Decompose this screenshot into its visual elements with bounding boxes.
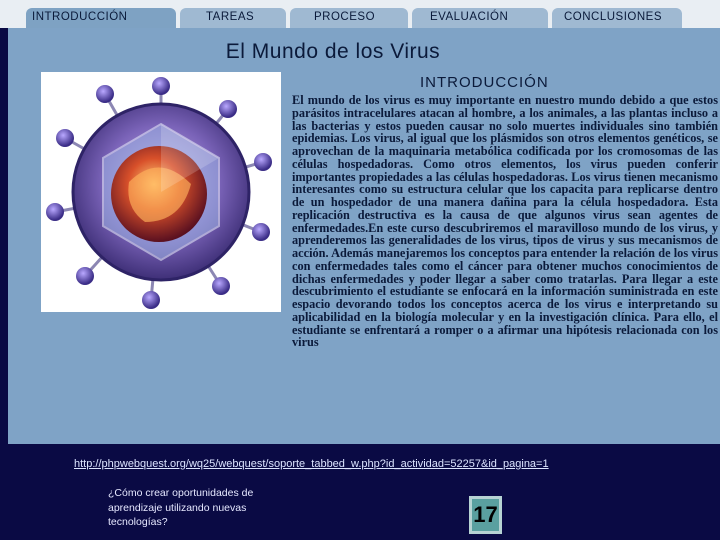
tab-bar <box>0 0 720 28</box>
virus-image <box>41 72 281 312</box>
footer-question: ¿Cómo crear oportunidades de aprendizaje utilizando nuevas tecnologías? <box>108 487 254 528</box>
body-text: El mundo de los virus es muy importante en nuestro mundo debido a que estos parásitos intracelulares atacan al hombre, a los animales, a las plantas incluso a las bacterias y estos pueden causar no solo muertes individuales sino también epidemias. Los virus, al igual que los plásmidos son otros elementos genéticos, se aprovechan de la maquinaria metabólica codificada por los cromosomas de las células hospedadoras. Como otros elementos, los virus pueden conferir importantes propiedades a las células hospedadoras. Los virus tienen mecanismo interesantes como su estructura celular que los capacita para replicarse dentro de un hospedador de una manera dañina para la célula hospedadora. Esta replicación destructiva es la causa de que algunos virus sean agentes de enfermedades.En este curso descubriremos el maravilloso mundo de los virus, y aprenderemos las generalidades de los virus, tipos de virus y sus mecanismos de acción. Además manejaremos los conceptos para entender la relación de los virus con enfermedades tales como el cáncer para obtener muchos conocimientos de dichas enfermedades y poder llegar a saber como tratarlas. Para llegar a este descubrimiento el estudiante se enfocará en la información suministrada en este espacio devorando todos los conceptos acerca de los virus e interpretando su aplicabilidad en la biología molecular y en la investigación clínica. Para ello, el estudiante se enfrentará a romper o a afirmar una hipótesis relacionada con los virus <box>292 93 718 350</box>
section-heading: INTRODUCCIÓN <box>420 74 549 91</box>
tab-introduccion[interactable]: INTRODUCCIÓN <box>26 8 176 28</box>
tab-tareas[interactable]: TAREAS <box>180 8 286 28</box>
content-panel <box>8 28 720 444</box>
virus-illustration-icon <box>41 72 281 312</box>
tab-proceso[interactable]: PROCESO <box>290 8 408 28</box>
tab-evaluacion[interactable]: EVALUACIÓN <box>412 8 548 28</box>
footer <box>0 444 720 540</box>
source-link[interactable]: http://phpwebquest.org/wq25/webquest/soporte_tabbed_w.php?id_actividad=52257&id_pagina=1 <box>74 458 549 470</box>
tab-conclusiones[interactable]: CONCLUSIONES <box>552 8 682 28</box>
page-number-badge: 17 <box>469 496 502 534</box>
page-title: El Mundo de los Virus <box>225 40 441 63</box>
